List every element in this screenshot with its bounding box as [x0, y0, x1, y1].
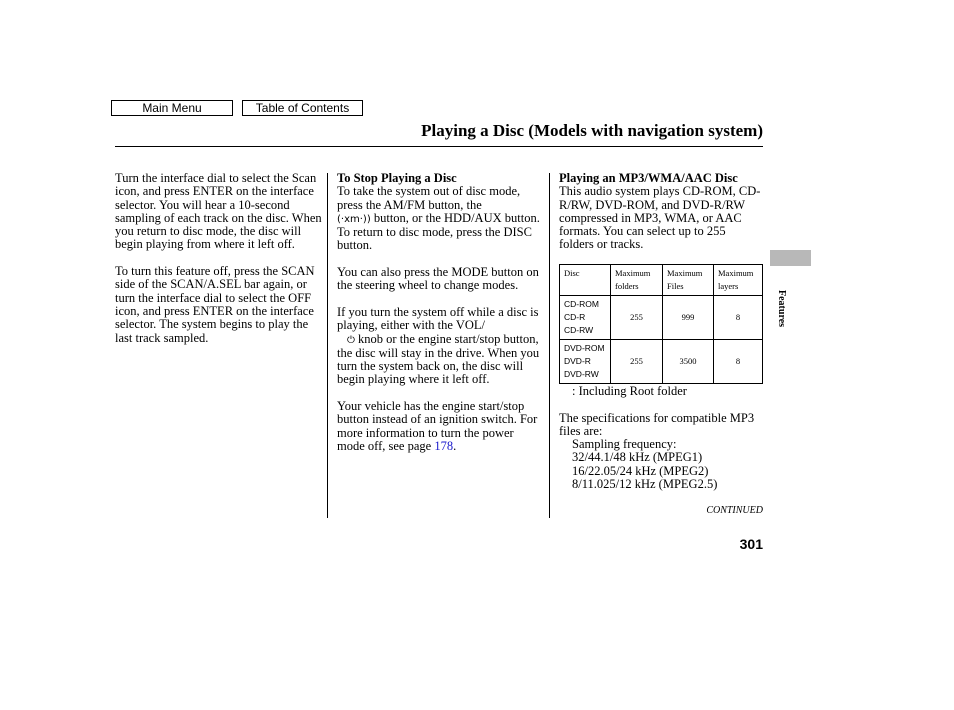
continued-label: CONTINUED: [706, 505, 763, 516]
mp3-heading: Playing an MP3/WMA/AAC Disc: [559, 171, 738, 185]
page-number: 301: [739, 536, 763, 552]
system-off-paragraph: [337, 306, 543, 387]
cell-disc: DVD-ROM DVD-R DVD-RW: [560, 340, 611, 384]
table-row: [560, 340, 763, 384]
cell-disc: CD-ROM CD-R CD-RW: [560, 296, 611, 340]
scan-instructions: Turn the interface dial to select the Scan icon, and press ENTER on the interface selector. You will hear a 10-second sampling of each track on the disc. When you return to disc mode, the disc will begin playing from where it left off.: [115, 171, 322, 252]
system-off-text-b: knob or the engine start/stop button, the disc will stay in the drive. When you turn the system back on, the disc will begin playing where it left off.: [337, 331, 540, 387]
cell-folders: 255: [611, 340, 663, 384]
engine-button-period: .: [453, 438, 457, 453]
stop-playing-text-b: button, or the HDD/AUX button. To return to disc mode, press the DISC button.: [337, 210, 540, 253]
cell-folders: 255: [611, 296, 663, 340]
sampling-label: Sampling frequency:: [572, 437, 677, 452]
mode-button-paragraph: You can also press the MODE button on the steering wheel to change modes.: [337, 265, 539, 293]
header-max-folders: Maximum folders: [611, 265, 663, 296]
table-of-contents-button[interactable]: Table of Contents: [242, 100, 363, 116]
middle-column: [337, 172, 543, 467]
xm-radio-icon: (·xm·)): [337, 213, 371, 225]
page-title: Playing a Disc (Models with navigation system): [421, 121, 763, 140]
main-menu-button[interactable]: Main Menu: [111, 100, 233, 116]
disc-spec-table: [559, 264, 763, 384]
table-header-row: [560, 265, 763, 296]
sampling-value: 8/11.025/12 kHz (MPEG2.5): [572, 477, 718, 492]
system-off-text-a: If you turn the system off while a disc is playing, either with the VOL/: [337, 304, 539, 333]
title-divider: [115, 146, 763, 147]
table-row: [560, 296, 763, 340]
scan-off-instructions: To turn this feature off, press the SCAN side of the SCAN/A.SEL bar again, or turn the interface dial to select the OFF icon, and press ENTER on the interface selector. The system begins to play the last track sampled.: [115, 264, 315, 345]
engine-button-paragraph: [337, 400, 543, 453]
features-section-label: Features: [776, 290, 787, 328]
header-max-files: Maximum Files: [663, 265, 714, 296]
power-icon: ⏻: [347, 334, 355, 346]
column-divider: [549, 173, 550, 518]
stop-playing-text-a: To take the system out of disc mode, press the AM/FM button, the: [337, 184, 521, 212]
page-link-178[interactable]: 178: [434, 438, 454, 453]
right-column-lower: [559, 385, 763, 491]
cell-layers: 8: [714, 296, 763, 340]
cell-files: 3500: [663, 340, 714, 384]
sampling-value: 16/22.05/24 kHz (MPEG2): [572, 463, 709, 478]
engine-button-text: Your vehicle has the engine start/stop button instead of an ignition switch. For more information to turn the power mode off, see page: [337, 399, 538, 453]
stop-playing-paragraph: [337, 185, 543, 252]
header-disc: Disc: [560, 265, 611, 296]
features-tab-marker: [770, 250, 811, 266]
cell-layers: 8: [714, 340, 763, 384]
cell-files: 999: [663, 296, 714, 340]
table-footnote: : Including Root folder: [572, 384, 687, 398]
right-column: [559, 172, 763, 265]
stop-playing-heading: To Stop Playing a Disc: [337, 171, 457, 185]
header-max-layers: Maximum layers: [714, 265, 763, 296]
left-column: [115, 172, 322, 358]
column-divider: [327, 173, 328, 518]
mp3-spec-intro: The specifications for compatible MP3 files are:: [559, 410, 755, 438]
sampling-value: 32/44.1/48 kHz (MPEG1): [572, 450, 703, 465]
mp3-intro-paragraph: This audio system plays CD-ROM, CD-R/RW, DVD-ROM, and DVD-R/RW compressed in MP3, WMA, or AAC formats. You can select up to 255 folders or tracks.: [559, 184, 761, 252]
